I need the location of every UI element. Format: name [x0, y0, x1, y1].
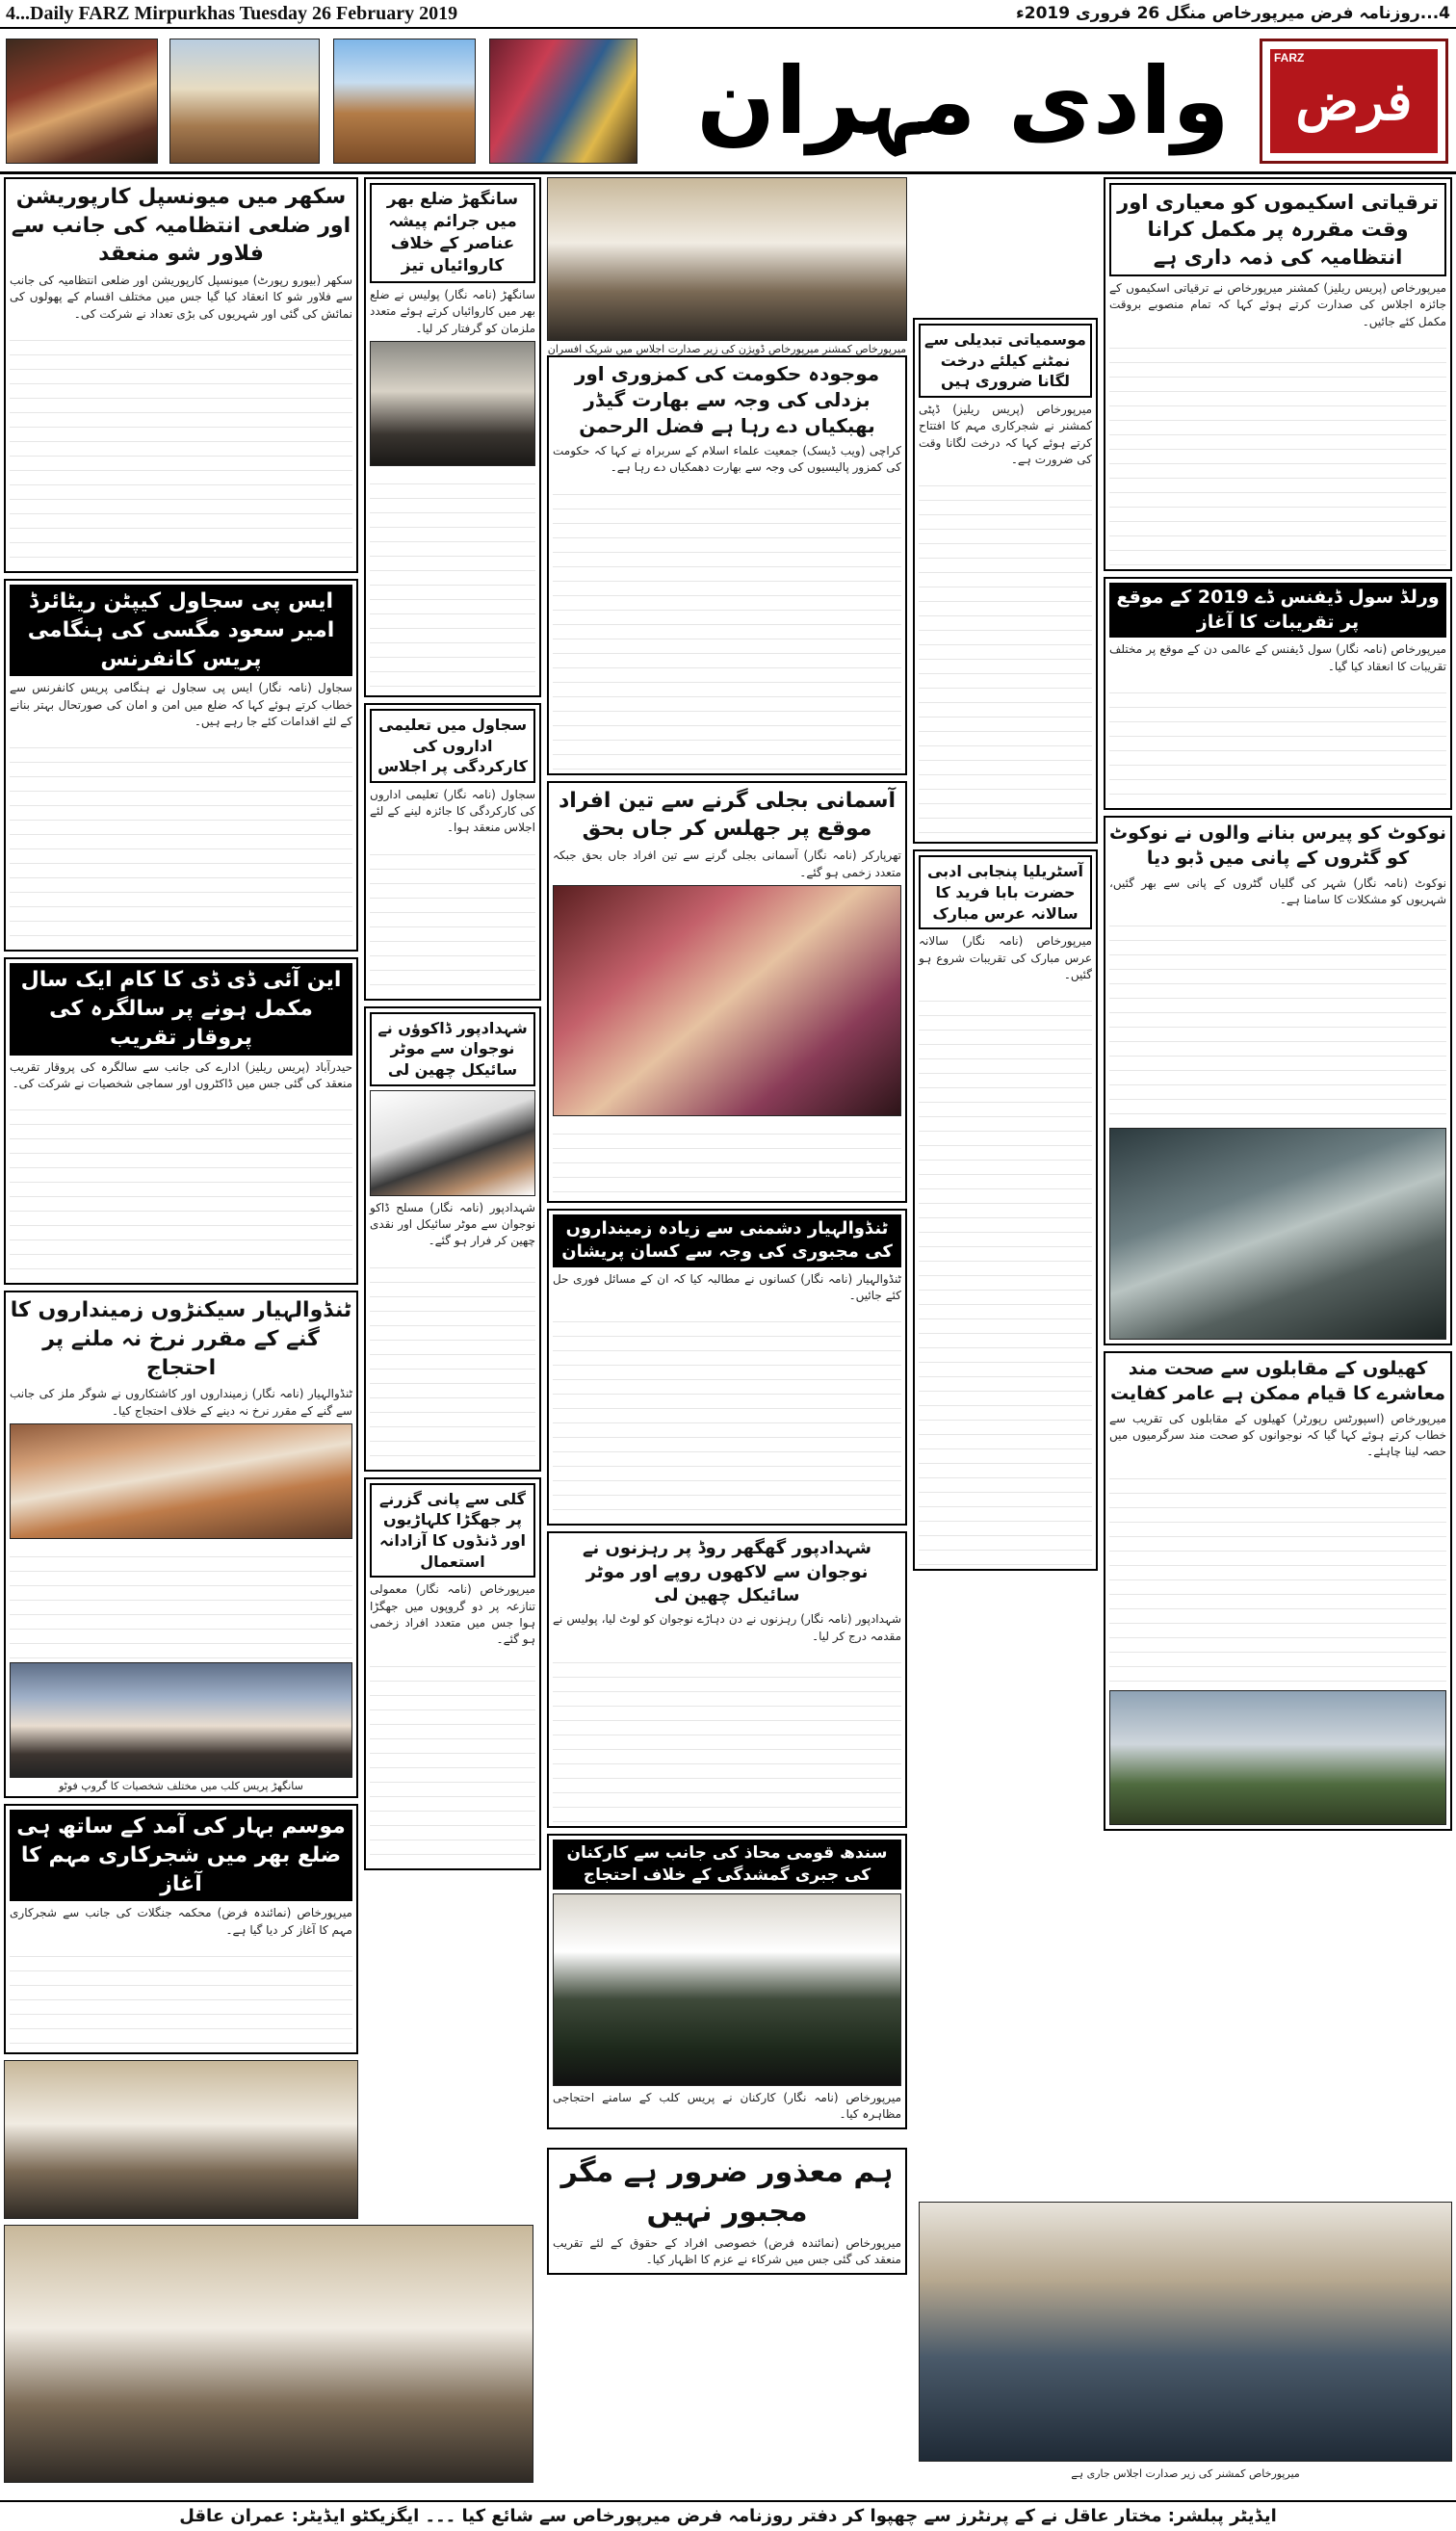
story-text-columns	[370, 841, 535, 995]
story-robbery	[364, 1006, 541, 1472]
story-body: سجاول (نامہ نگار) ایس پی سجاول نے ہنگامی پریس کانفرنس سے خطاب کرتے ہوئے کہا کہ ضلع میں امن و امان کی صورتحال بہتر بنانے کے لئے اقدامات کئے جا رہے ہیں۔	[10, 681, 352, 729]
story-text-columns	[370, 1653, 535, 1865]
story-body: میرپورخاص (نامہ نگار) سول ڈیفنس کے عالمی دن کے موقع پر مختلف تقریبات کا انعقاد کیا گیا۔	[1109, 642, 1446, 673]
logo-tag: FARZ	[1274, 51, 1305, 65]
story-climate	[913, 318, 1098, 844]
story-text-columns	[1109, 912, 1446, 1124]
story-body: سجاول (نامہ نگار) تعلیمی اداروں کی کارکردگی کا جائزہ لینے کے لئے اجلاس منعقد ہوا۔	[370, 787, 535, 835]
story-text-columns	[10, 1543, 352, 1658]
dateline-urdu: 4...روزنامہ فرض میرپورخاص منگل 26 فروری 2019ء	[1016, 4, 1450, 23]
photo-arrest	[370, 341, 535, 466]
story-street-fight	[364, 1477, 541, 1870]
story-headline: ٹنڈوالہیار دشمنی سے زیادہ زمینداروں کی مجبوری کی وجہ سے کسان پریشان	[553, 1214, 901, 1267]
story-body: میرپورخاص (نمائندہ فرض) خصوصی افراد کے حقوق کے لئے تقریب منعقد کی گئی جس میں شرکاء نے عزم کا اظہار کیا۔	[553, 2236, 901, 2267]
masthead	[0, 33, 1456, 170]
story-body: میرپورخاص (پریس ریلیز) کمشنر میرپورخاص نے ترقیاتی اسکیموں کے جائزہ اجلاس کی صدارت کرتے ہوئے کہا کہ تمام منصوبے بروقت مکمل کئے جائیں۔	[1109, 281, 1446, 328]
story-text-columns	[10, 1096, 352, 1279]
logo-text: فرض	[1295, 70, 1413, 132]
story-text-columns	[1109, 334, 1446, 565]
column-c	[547, 177, 907, 2489]
photo-bottom-right-office	[919, 2202, 1452, 2462]
photo-sewage-water	[1109, 1128, 1446, 1340]
story-text-columns	[553, 481, 901, 770]
photo-group	[10, 1662, 352, 1778]
story-headline: سانگھڑ ضلع بھر میں جرائم پیشہ عناصر کے خلاف کاروائیاں تیز	[370, 183, 535, 283]
column-a	[4, 177, 358, 2489]
story-body: نوکوٹ (نامہ نگار) شہر کی گلیاں گٹروں کے پانی سے بھر گئیں، شہریوں کو مشکلات کا سامنا ہے۔	[1109, 875, 1446, 906]
photo-sports-event	[1109, 1690, 1446, 1825]
story-headline: موسم بہار کی آمد کے ساتھ ہی ضلع بھر میں شجرکاری مہم کا آغاز	[10, 1810, 352, 1901]
story-body: میرپورخاص (نامہ نگار) معمولی تنازعہ پر دو گروپوں میں جھگڑا ہوا جس میں متعدد افراد زخمی ہو گئے۔	[370, 1582, 535, 1647]
story-body: سانگھڑ (نامہ نگار) پولیس نے ضلع بھر میں کاروائیاں کرتے ہوئے متعدد ملزمان کو گرفتار کر لیا۔	[370, 287, 535, 335]
story-body: میرپورخاص (پریس ریلیز) ڈپٹی کمشنر نے شجرکاری مہم کا افتتاح کرتے ہوئے کہا کہ درخت لگانا وقت کی ضرورت ہے۔	[919, 402, 1092, 466]
imprint-footer: ایڈیٹر پبلشر: مختار عاقل نے کے پرنٹرز سے چھپوا کر دفتر روزنامہ فرض میرپورخاص سے شائع کیا ۔۔۔ ایگزیکٹو ایڈیٹر: عمران عاقل	[0, 2500, 1456, 2531]
masthead-photo-1	[6, 39, 158, 164]
newspaper-title: وادی مہران	[696, 47, 1230, 155]
story-text-columns	[919, 472, 1092, 838]
photo-meeting-left	[4, 2060, 358, 2219]
masthead-divider	[0, 171, 1456, 174]
masthead-photo-3	[333, 39, 476, 164]
story-body: سکھر (بیورو رپورٹ) میونسپل کارپوریشن اور ضلعی انتظامیہ کی جانب سے فلاور شو کا انعقاد کیا گیا جس میں مختلف اقسام کے پھولوں کی نمائش کی گئی اور شہریوں کی بڑی تعداد نے شرکت کی۔	[10, 274, 352, 321]
story-headline: موجودہ حکومت کی کمزوری اور بزدلی کی وجہ سے بھارت گیڈر بھبکیاں دے رہا ہے فضل الرحمن	[574, 362, 880, 437]
story-urs	[913, 849, 1098, 1571]
masthead-photo-4	[489, 39, 637, 164]
photo-bottom-left-meeting	[4, 2225, 533, 2483]
dateline-english: 4...Daily FARZ Mirpurkhas Tuesday 26 February 2019	[6, 3, 458, 24]
photo-caption: میرپورخاص کمشنر میرپورخاص ڈویژن کی زیر صدارت اجلاس میں شریک افسران	[547, 343, 907, 355]
story-farmers-protest	[4, 1291, 358, 1798]
photo-injured	[553, 885, 901, 1116]
newspaper-logo	[1260, 39, 1448, 164]
story-text-columns	[1109, 679, 1446, 804]
story-text-columns	[10, 734, 352, 946]
story-headline: ترقیاتی اسکیموں کو معیاری اور وقت مقررہ پر مکمل کرانا انتظامیہ کی ذمہ داری ہے	[1109, 183, 1446, 276]
story-civil-defence	[1104, 577, 1452, 810]
story-body: شہدادپور (نامہ نگار) مسلح ڈاکو نوجوان سے موٹر سائیکل اور نقدی چھین کر فرار ہو گئے۔	[370, 1200, 535, 1248]
photo-protest-crowd	[10, 1423, 352, 1539]
story-text-columns	[10, 1943, 352, 2048]
story-qaumi-mahaz	[547, 1834, 907, 2129]
story-body: میرپورخاص (اسپورٹس رپورٹر) کھیلوں کے مقابلوں کی تقریب سے خطاب کرتے ہوئے کہا گیا کہ نوجوانوں کو صحت مند سرگرمیوں میں حصہ لینا چاہئے۔	[1109, 1411, 1446, 1459]
bottom-story-majboor	[547, 2148, 907, 2267]
dateline-bar	[0, 0, 1456, 29]
story-headline: آسٹریلیا پنجابی ادبی حضرت بابا فرید کا سالانہ عرس مبارک	[919, 855, 1092, 929]
story-body: میرپورخاص (نمائندہ فرض) محکمہ جنگلات کی جانب سے شجرکاری مہم کا آغاز کر دیا گیا ہے۔	[10, 1906, 352, 1937]
story-plantation	[4, 1804, 358, 2054]
story-headline: این آئی ڈی ڈی کا کام ایک سال مکمل ہونے پر سالگرہ کی پروقار تقریب	[10, 963, 352, 1055]
story-headline: شہدادپور گھگھر روڈ پر رہزنوں نے نوجوان سے لاکھوں روپے اور موٹر سائیکل چھین لی	[582, 1538, 872, 1605]
story-text-columns	[10, 326, 352, 567]
column-d	[913, 318, 1098, 2148]
story-headline: ورلڈ سول ڈیفنس ڈے 2019 کے موقع پر تقریبات کا آغاز	[1109, 583, 1446, 638]
story-lightning	[547, 781, 907, 1203]
photo-gun	[370, 1090, 535, 1196]
story-text-columns	[553, 1120, 901, 1197]
story-headline: گلی سے پانی گزرنے پر جھگڑا کلہاڑیوں اور ڈنڈوں کا آزادانہ استعمال	[370, 1483, 535, 1578]
story-text-columns	[370, 470, 535, 691]
story-body: تھرپارکر (نامہ نگار) آسمانی بجلی گرنے سے تین افراد جاں بحق جبکہ متعدد زخمی ہو گئے۔	[553, 848, 901, 879]
story-body: حیدرآباد (پریس ریلیز) ادارے کی جانب سے سالگرہ کی پروقار تقریب منعقد کی گئی جس میں ڈاکٹروں اور سماجی شخصیات نے شرکت کی۔	[10, 1059, 352, 1090]
story-sanghar-crime	[364, 177, 541, 697]
story-text-columns	[919, 987, 1092, 1565]
photo-caption-office: میرپورخاص کمشنر کی زیر صدارت اجلاس جاری ہے	[1071, 2467, 1300, 2480]
story-body: ٹنڈوالہیار (نامہ نگار) زمینداروں اور کاشتکاروں نے شوگر ملز کی جانب سے گنے کے مقرر نرخ نہ دینے کے خلاف احتجاج کیا۔	[10, 1387, 352, 1418]
column-e	[1104, 177, 1452, 2489]
photo-police	[553, 1893, 901, 2086]
story-body: ٹنڈوالہیار (نامہ نگار) کسانوں نے مطالبہ کیا کہ ان کے مسائل فوری حل کئے جائیں۔	[553, 1271, 901, 1302]
story-text-columns	[553, 1308, 901, 1520]
column-b	[364, 177, 541, 2489]
story-headline: کھیلوں کے مقابلوں سے صحت مند معاشرے کا قیام ممکن ہے عامر کفایت	[1109, 1358, 1446, 1404]
story-headline: ہم معذور ضرور ہے مگر مجبور نہیں	[560, 2155, 894, 2229]
story-headline: ایس پی سجاول کیپٹن ریٹائرڈ امیر سعود مگسی کی ہنگامی پریس کانفرنس	[10, 585, 352, 676]
story-text-columns	[370, 1254, 535, 1466]
story-headline: موسمیاتی تبدیلی سے نمٹنے کیلئے درخت لگانا ضروری ہیں	[919, 324, 1092, 398]
story-fazl	[547, 355, 907, 775]
story-anniversary	[4, 957, 358, 1285]
story-body: میرپورخاص (نامہ نگار) سالانہ عرس مبارک کی تقریبات شروع ہو گئیں۔	[919, 934, 1092, 981]
story-headline: ٹنڈوالہیار سیکنڑوں زمینداروں کا گنے کے مقرر نرخ نہ ملنے پر احتجاج	[10, 1298, 352, 1380]
story-headline: سندھ قومی محاذ کی جانب سے کارکنان کی جبری گمشدگی کے خلاف احتجاج	[553, 1840, 901, 1890]
story-school	[364, 703, 541, 1001]
story-body: کراچی (ویب ڈیسک) جمعیت علماء اسلام کے سربراہ نے کہا کہ حکومت کی کمزور پالیسیوں کی وجہ سے بھارت دھمکیاں دے رہا ہے۔	[553, 444, 901, 475]
story-highway-robbery	[547, 1531, 907, 1828]
story-sukkur-flower	[4, 177, 358, 573]
story-sports	[1104, 1351, 1452, 1830]
story-headline: سکھر میں میونسپل کارپوریشن اور ضلعی انتظامیہ کی جانب سے فلاور شو منعقد	[11, 185, 351, 267]
story-farmers-worry	[547, 1209, 907, 1526]
masthead-photo-2	[169, 39, 320, 164]
story-body: میرپورخاص (نامہ نگار) کارکنان نے پریس کلب کے سامنے احتجاجی مظاہرہ کیا۔	[553, 2090, 901, 2122]
story-body: شہدادپور (نامہ نگار) رہزنوں نے دن دہاڑے نوجوان کو لوٹ لیا، پولیس نے مقدمہ درج کر لیا۔	[553, 1612, 901, 1643]
photo-commissioner-meeting	[547, 177, 907, 341]
story-headline: شہدادپور ڈاکوؤں نے نوجوان سے موٹر سائیکل چھین لی	[370, 1012, 535, 1086]
story-sewage	[1104, 816, 1452, 1345]
story-lead-development	[1104, 177, 1452, 571]
story-headline: نوکوٹ کو پیرس بنانے والوں نے نوکوٹ کو گٹروں کے پانی میں ڈبو دیا	[1109, 822, 1446, 869]
story-majboor	[547, 2148, 907, 2275]
photo-caption: سانگھڑ پریس کلب میں مختلف شخصیات کا گروپ فوٹو	[59, 1780, 303, 1793]
story-headline: سجاول میں تعلیمی اداروں کی کارکردگی پر اجلاس	[370, 709, 535, 783]
story-headline: آسمانی بجلی گرنے سے تین افراد موقع پر جھلس کر جاں بحق	[558, 788, 896, 842]
story-text-columns	[1109, 1465, 1446, 1686]
story-press-conference	[4, 579, 358, 952]
story-text-columns	[553, 1649, 901, 1822]
